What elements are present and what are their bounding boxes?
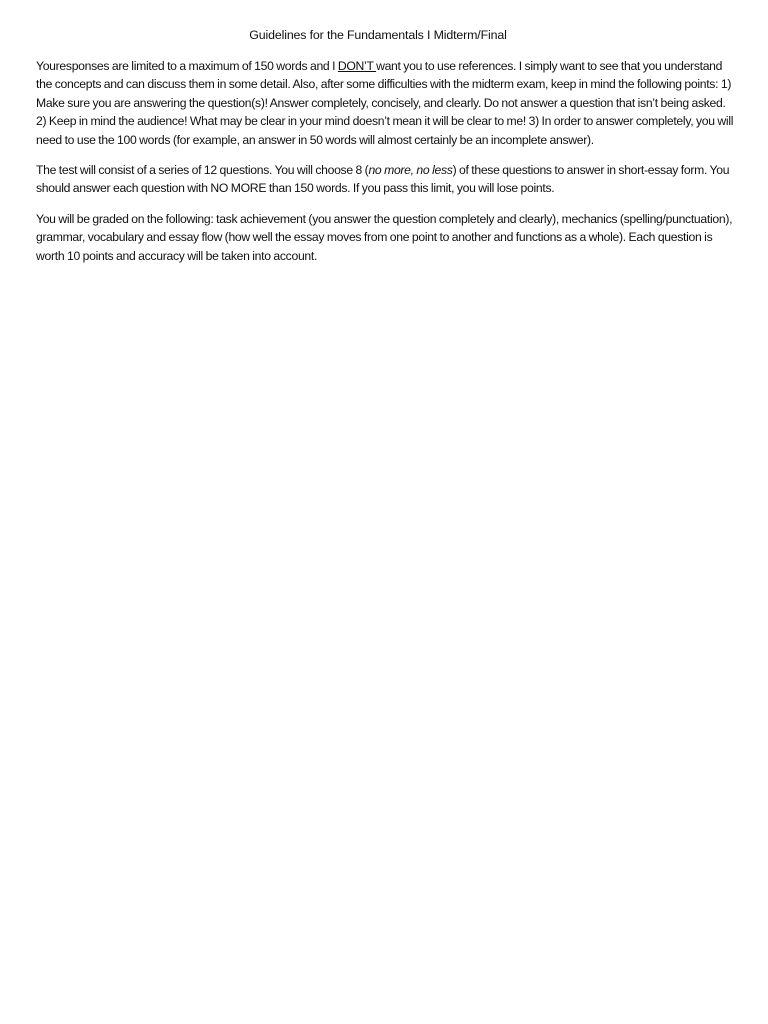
emphasis-dont: DON’T — [337, 59, 377, 73]
paragraph-grading — [36, 210, 736, 265]
paragraph-text: Youresponses are limited to a maximum of 150 words and I — [36, 59, 338, 73]
paragraph-text: want you to use references. I simply want to see that you understand the concepts and can discuss them in some detail. Also, after some difficulties with the midterm exam, keep in mind the following points: 1) Make sure you are answering the question(s)! Answer completely, concisely, and clearly. Do not answer a question that isn’t being asked. 2) Keep in mind the audience! What may be clear in your mind doesn’t mean it will be clear to me! 3) In order to answer completely, you will need to use the 100 words (for example, an answer in 50 words will almost certainly be an incomplete answer). — [36, 59, 734, 147]
paragraph-text: The test will consist of a series of 12 questions. You will choose 8 ( — [36, 163, 369, 178]
paragraph-text: You will be graded on the following: task achievement (you answer the question completely and clearly), mechanics (spelling/punctuation), grammar, vocabulary and essay flow (how well the essay moves from one point to another and functions as a whole). Each question is worth 10 points and accuracy will be taken into account. — [36, 211, 733, 263]
document-body — [36, 57, 736, 277]
paragraph-text: ) of these questions to answer in short-essay form. You should answer each question with NO MORE than 150 words. If you pass this limit, you will lose points. — [36, 163, 730, 196]
document-title: Guidelines for the Fundamentals I Midterm/Final — [249, 28, 507, 42]
paragraph-test-format — [36, 161, 736, 198]
paragraph-response-limits — [36, 57, 736, 149]
emphasis-no-more-no-less: no more, no less — [368, 163, 453, 178]
